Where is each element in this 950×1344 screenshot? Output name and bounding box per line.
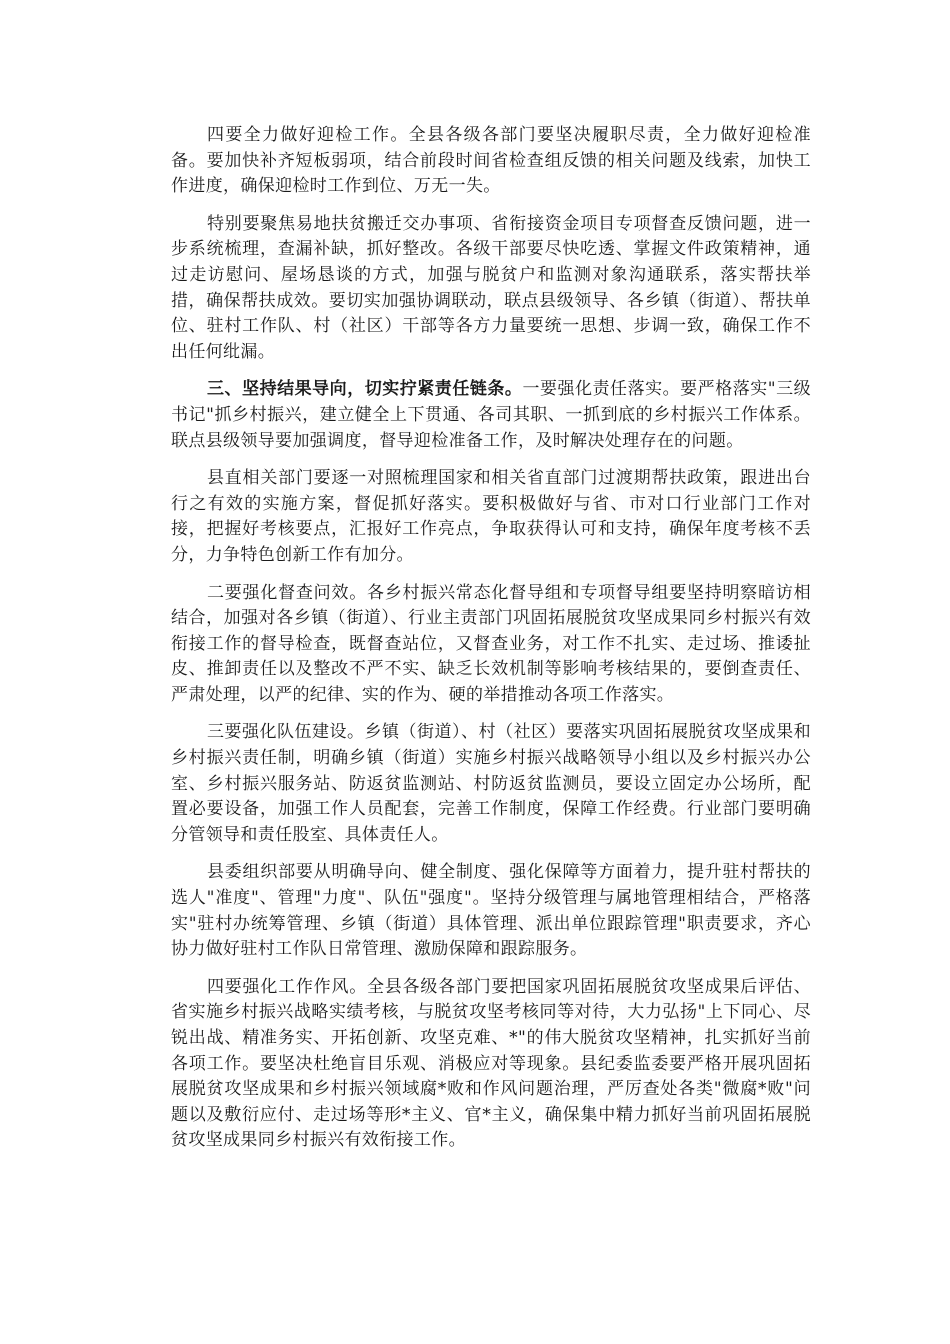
paragraph — [171, 975, 811, 1154]
paragraph-text: 特别要聚焦易地扶贫搬迁交办事项、省衔接资金项目专项督查反馈问题，进一步系统梳理，查漏补缺，抓好整改。各级干部要尽快吃透、掌握文件政策精神，通过走访慰问、屋场恳谈的方式，加强与脱贫户和监测对象沟通联系，落实帮扶举措，确保帮扶成效。要切实加强协调联动，联点县级领导、各乡镇（街道）、帮扶单位、驻村工作队、村（社区）干部等各方力量要统一思想、步调一致，确保工作不出任何纰漏。 — [171, 213, 811, 362]
section-heading: 三、坚持结果导向，切实拧紧责任链条。 — [207, 379, 523, 400]
paragraph — [171, 860, 811, 962]
paragraph — [171, 123, 811, 200]
paragraph-text: 二要强化督查问效。各乡村振兴常态化督导组和专项督导组要坚持明察暗访相结合，加强对各乡镇（街道）、行业主责部门巩固拓展脱贫攻坚成果同乡村振兴有效衔接工作的督导检查，既督查站位，又督查业务，对工作不扎实、走过场、推诿扯皮、推卸责任以及整改不严不实、缺乏长效机制等影响考核结果的，要倒查责任、严肃处理，以严的纪律、实的作为、硬的举措推动各项工作落实。 — [171, 582, 811, 705]
paragraph — [171, 466, 811, 568]
document-page — [171, 123, 811, 1166]
paragraph-text: 三要强化队伍建设。乡镇（街道）、村（社区）要落实巩固拓展脱贫攻坚成果和乡村振兴责任制，明确乡镇（街道）实施乡村振兴战略领导小组以及乡村振兴办公室、乡村振兴服务站、防返贫监测站、村防返贫监测员，要设立固定办公场所，配置必要设备，加强工作人员配套，完善工作制度，保障工作经费。行业部门要明确分管领导和责任股室、具体责任人。 — [171, 722, 811, 845]
paragraph — [171, 581, 811, 709]
paragraph-text: 县委组织部要从明确导向、健全制度、强化保障等方面着力，提升驻村帮扶的选人"准度"、管理"力度"、队伍"强度"。坚持分级管理与属地管理相结合，严格落实"驻村办统筹管理、乡镇（街道）具体管理、派出单位跟踪管理"职责要求，齐心协力做好驻村工作队日常管理、激励保障和跟踪服务。 — [171, 862, 811, 960]
paragraph — [171, 720, 811, 848]
paragraph-text: 四要强化工作作风。全县各级各部门要把国家巩固拓展脱贫攻坚成果后评估、省实施乡村振兴战略实绩考核，与脱贫攻坚考核同等对待，大力弘扬"上下同心、尽锐出战、精准务实、开拓创新、攻坚克难、*"的伟大脱贫攻坚精神，扎实抓好当前各项工作。要坚决杜绝盲目乐观、消极应对等现象。县纪委监委要严格开展巩固拓展脱贫攻坚成果和乡村振兴领域腐*败和作风问题治理，严厉查处各类"微腐*败"问题以及敷衍应付、走过场等形*主义、官*主义，确保集中精力抓好当前巩固拓展脱贫攻坚成果同乡村振兴有效衔接工作。 — [171, 976, 811, 1151]
paragraph-text: 县直相关部门要逐一对照梳理国家和相关省直部门过渡期帮扶政策，跟进出台行之有效的实施方案，督促抓好落实。要积极做好与省、市对口行业部门工作对接，把握好考核要点，汇报好工作亮点，争取获得认可和支持，确保年度考核不丢分，力争特色创新工作有加分。 — [171, 468, 811, 565]
paragraph-text: 一要强化责任落实。要严格落实"三级书记"抓乡村振兴，建立健全上下贯通、各司其职、一抓到底的乡村振兴工作体系。联点县级领导要加强调度，督导迎检准备工作，及时解决处理存在的问题。 — [171, 379, 811, 451]
paragraph-text: 四要全力做好迎检工作。全县各级各部门要坚决履职尽责，全力做好迎检准备。要加快补齐短板弱项，结合前段时间省检查组反馈的相关问题及线索，加快工作进度，确保迎检时工作到位、万无一失。 — [171, 125, 811, 197]
paragraph — [171, 212, 811, 366]
section-paragraph — [171, 377, 811, 454]
